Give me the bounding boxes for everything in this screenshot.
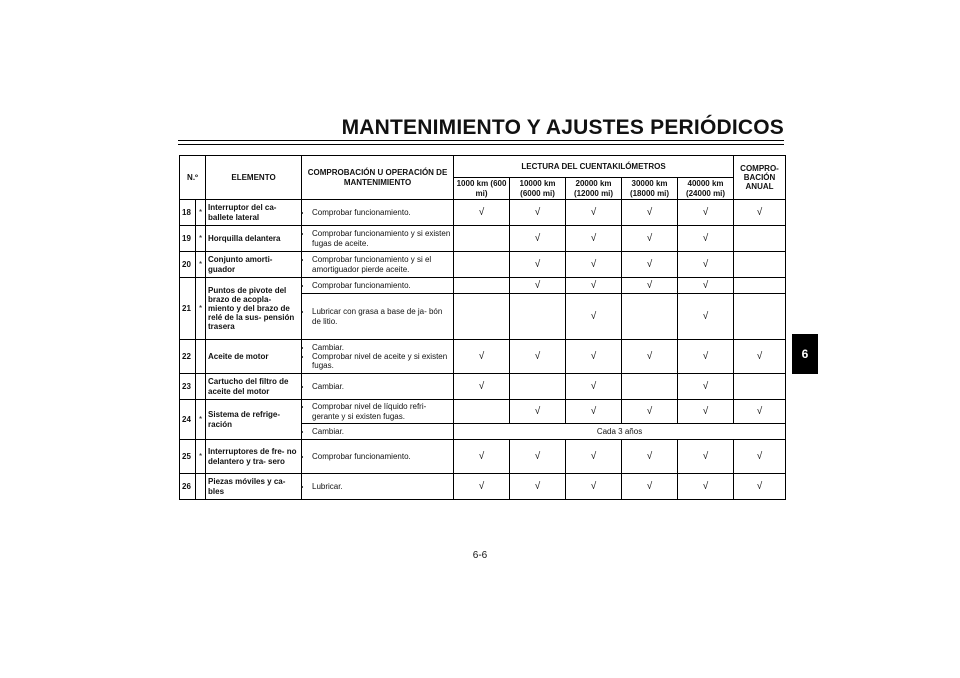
operation-list [304, 482, 451, 491]
check-mark: √ [566, 474, 622, 500]
check-mark: √ [678, 252, 734, 278]
interval-note: Cada 3 años [454, 424, 786, 440]
operation-cell [302, 340, 454, 374]
row-number: 26 [180, 474, 196, 500]
operation-list [304, 427, 451, 436]
header-anual: COMPRO- BACIÓN ANUAL [734, 156, 786, 200]
table-row [180, 400, 786, 424]
operation-item: • Comprobar funcionamiento y si el amortiguador pierde aceite. [312, 255, 451, 273]
check-mark: √ [566, 400, 622, 424]
check-mark: √ [510, 400, 566, 424]
check-mark: √ [678, 440, 734, 474]
empty-cell [454, 294, 510, 340]
check-mark: √ [622, 252, 678, 278]
header-km-30000: 30000 km (18000 mi) [622, 178, 678, 200]
chapter-tab: 6 [792, 334, 818, 374]
operation-list [304, 229, 451, 247]
row-elemento: Aceite de motor [206, 340, 302, 374]
operation-cell [302, 294, 454, 340]
check-mark: √ [566, 226, 622, 252]
row-number: 21 [180, 278, 196, 340]
row-elemento: Horquilla delantera [206, 226, 302, 252]
operation-list [304, 281, 451, 290]
row-star: * [196, 440, 206, 474]
check-mark: √ [510, 252, 566, 278]
row-elemento: Interruptor del ca- ballete lateral [206, 200, 302, 226]
check-mark: √ [734, 440, 786, 474]
empty-cell [510, 374, 566, 400]
empty-cell [734, 278, 786, 294]
check-mark: √ [454, 340, 510, 374]
operation-cell [302, 424, 454, 440]
operation-item: • Comprobar funcionamiento. [312, 281, 451, 290]
table-row [180, 278, 786, 294]
header-km-1000: 1000 km (600 mi) [454, 178, 510, 200]
check-mark: √ [454, 440, 510, 474]
check-mark: √ [566, 278, 622, 294]
table-row [180, 226, 786, 252]
row-elemento: Cartucho del filtro de aceite del motor [206, 374, 302, 400]
page-number: 6-6 [472, 550, 488, 561]
page-title: MANTENIMIENTO Y AJUSTES PERIÓDICOS [341, 116, 784, 139]
operation-cell [302, 278, 454, 294]
check-mark: √ [510, 200, 566, 226]
check-mark: √ [566, 200, 622, 226]
check-mark: √ [622, 400, 678, 424]
row-elemento: Sistema de refrige- ración [206, 400, 302, 440]
check-mark: √ [566, 252, 622, 278]
empty-cell [622, 374, 678, 400]
operation-cell [302, 200, 454, 226]
row-star: * [196, 278, 206, 340]
empty-cell [734, 226, 786, 252]
empty-cell [454, 278, 510, 294]
empty-cell [734, 374, 786, 400]
table-row [180, 440, 786, 474]
table-row [180, 200, 786, 226]
row-elemento: Conjunto amorti- guador [206, 252, 302, 278]
check-mark: √ [622, 474, 678, 500]
row-star: * [196, 226, 206, 252]
empty-cell [454, 252, 510, 278]
table-row [180, 474, 786, 500]
check-mark: √ [622, 340, 678, 374]
operation-cell [302, 226, 454, 252]
operation-list [304, 208, 451, 217]
operation-list [304, 343, 451, 371]
row-number: 18 [180, 200, 196, 226]
check-mark: √ [566, 440, 622, 474]
check-mark: √ [510, 226, 566, 252]
check-mark: √ [566, 374, 622, 400]
row-star [196, 374, 206, 400]
check-mark: √ [622, 278, 678, 294]
row-star: * [196, 200, 206, 226]
check-mark: √ [678, 400, 734, 424]
header-elemento: ELEMENTO [206, 156, 302, 200]
operation-list [304, 255, 451, 273]
header-comprobacion: COMPROBACIÓN U OPERACIÓN DE MANTENIMIENTO [302, 156, 454, 200]
row-elemento: Puntos de pivote del brazo de acopla- miento y del brazo de relé de la sus- pensión trasera [206, 278, 302, 340]
row-star [196, 474, 206, 500]
row-number: 24 [180, 400, 196, 440]
check-mark: √ [454, 374, 510, 400]
operation-cell [302, 252, 454, 278]
operation-item: • Lubricar. [312, 482, 451, 491]
operation-item: • Cambiar. [312, 427, 451, 436]
header-lectura: LECTURA DEL CUENTAKILÓMETROS [454, 156, 734, 178]
empty-cell [734, 294, 786, 340]
empty-cell [454, 226, 510, 252]
maintenance-table [179, 155, 786, 500]
operation-cell [302, 440, 454, 474]
check-mark: √ [566, 294, 622, 340]
check-mark: √ [734, 200, 786, 226]
operation-cell [302, 374, 454, 400]
check-mark: √ [734, 340, 786, 374]
row-star: * [196, 400, 206, 440]
check-mark: √ [678, 278, 734, 294]
operation-item: • Cambiar. [312, 343, 451, 352]
header-num: N.º [180, 156, 206, 200]
operation-cell [302, 474, 454, 500]
empty-cell [510, 294, 566, 340]
check-mark: √ [678, 200, 734, 226]
check-mark: √ [678, 294, 734, 340]
check-mark: √ [454, 200, 510, 226]
check-mark: √ [678, 226, 734, 252]
check-mark: √ [622, 226, 678, 252]
operation-list [304, 402, 451, 420]
operation-item: • Comprobar nivel de aceite y si existen fugas. [312, 352, 451, 370]
row-elemento: Piezas móviles y ca- bles [206, 474, 302, 500]
operation-list [304, 382, 451, 391]
title-rule [178, 140, 784, 145]
row-number: 22 [180, 340, 196, 374]
header-km-40000: 40000 km (24000 mi) [678, 178, 734, 200]
table-body [180, 200, 786, 500]
check-mark: √ [622, 200, 678, 226]
row-star [196, 340, 206, 374]
check-mark: √ [510, 340, 566, 374]
header-km-10000: 10000 km (6000 mi) [510, 178, 566, 200]
table-row [180, 374, 786, 400]
operation-list [304, 452, 451, 461]
check-mark: √ [566, 340, 622, 374]
check-mark: √ [678, 374, 734, 400]
check-mark: √ [678, 340, 734, 374]
header-km-20000: 20000 km (12000 mi) [566, 178, 622, 200]
row-number: 19 [180, 226, 196, 252]
check-mark: √ [510, 474, 566, 500]
operation-list [304, 307, 451, 325]
empty-cell [454, 400, 510, 424]
row-number: 20 [180, 252, 196, 278]
check-mark: √ [678, 474, 734, 500]
check-mark: √ [454, 474, 510, 500]
check-mark: √ [622, 440, 678, 474]
check-mark: √ [510, 278, 566, 294]
check-mark: √ [510, 440, 566, 474]
empty-cell [734, 252, 786, 278]
empty-cell [622, 294, 678, 340]
check-mark: √ [734, 474, 786, 500]
row-number: 25 [180, 440, 196, 474]
row-star: * [196, 252, 206, 278]
table-row [180, 252, 786, 278]
operation-item: • Comprobar nivel de líquido refri- gerante y si existen fugas. [312, 402, 451, 420]
row-elemento: Interruptores de fre- no delantero y tra- sero [206, 440, 302, 474]
operation-item: • Comprobar funcionamiento. [312, 452, 451, 461]
table-row [180, 340, 786, 374]
operation-item: • Comprobar funcionamiento. [312, 208, 451, 217]
operation-cell [302, 400, 454, 424]
check-mark: √ [734, 400, 786, 424]
row-number: 23 [180, 374, 196, 400]
operation-item: • Comprobar funcionamiento y si existen fugas de aceite. [312, 229, 451, 247]
operation-item: • Lubricar con grasa a base de ja- bón de litio. [312, 307, 451, 325]
operation-item: • Cambiar. [312, 382, 451, 391]
